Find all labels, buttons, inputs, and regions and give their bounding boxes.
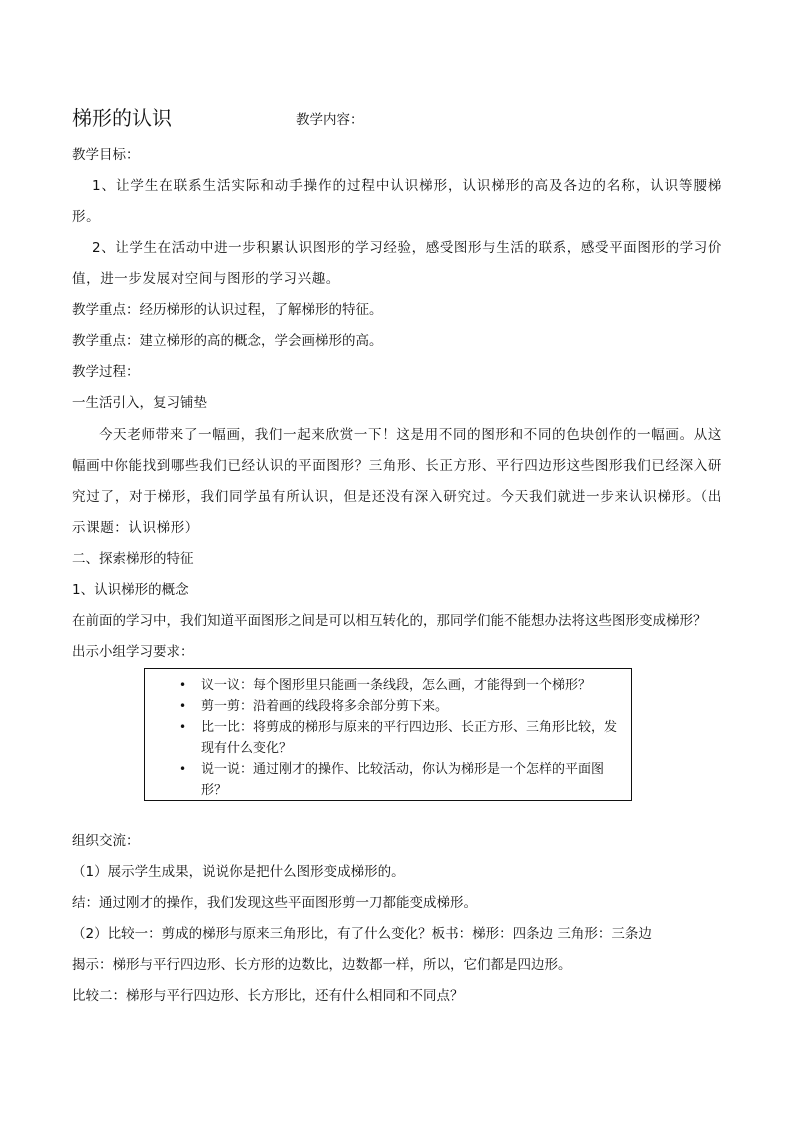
requirement-item — [145, 675, 631, 696]
objective-1: 1、让学生在联系生活实际和动手操作的过程中认识梯形，认识梯形的高及各边的名称，认识等腰梯形。 — [72, 178, 722, 225]
key-point-1: 教学重点：经历梯形的认识过程，了解梯形的特征。 — [72, 302, 383, 318]
objective-2: 2、让学生在活动中进一步积累认识图形的学习经验，感受图形与生活的联系，感受平面图形的学习价值，进一步发展对空间与图形的学习兴趣。 — [72, 240, 722, 287]
exchange-heading: 组织交流： — [72, 833, 140, 849]
requirement-text: 说一说：通过刚才的操作、比较活动，你认为梯形是一个怎样的平面图形？ — [201, 762, 605, 798]
group-requirements-label: 出示小组学习要求： — [72, 644, 194, 660]
comparison-2: 比较二：梯形与平行四边形、长方形比，还有什么相同和不同点？ — [72, 988, 464, 1004]
subsection-1-heading: 1、认识梯形的概念 — [72, 582, 189, 598]
reveal: 揭示：梯形与平行四边形、长方形的边数比，边数都一样，所以，它们都是四边形。 — [72, 957, 572, 973]
title-row — [72, 104, 732, 132]
bullet-icon: • — [179, 699, 187, 713]
section-1-heading: 一生活引入，复习铺垫 — [72, 395, 207, 411]
document-title: 梯形的认识 — [72, 106, 172, 130]
section-1-paragraph: 今天老师带来了一幅画，我们一起来欣赏一下！这是用不同的图形和不同的色块创作的一幅画。从这幅画中你能找到哪些我们已经认识的平面图形？三角形、长正方形、平行四边形这些图形我们已经深入研究过了，对于梯形，我们同学虽有所认识，但是还没有深入研究过。今天我们就进一步来认识梯形。（出示课题：认识梯形） — [72, 427, 722, 536]
requirement-text: 比一比：将剪成的梯形与原来的平行四边形、长正方形、三角形比较，发现有什么变化？ — [201, 720, 618, 756]
exchange-2: （2）比较一：剪成的梯形与原来三角形比，有了什么变化？板书：梯形：四条边 三角形：三条边 — [72, 926, 652, 942]
bullet-icon: • — [179, 678, 187, 692]
bullet-icon: • — [179, 720, 187, 734]
section-2-heading: 二、探索梯形的特征 — [72, 551, 194, 567]
requirements-box — [144, 668, 632, 801]
requirement-item — [145, 759, 631, 801]
key-point-2: 教学重点：建立梯形的高的概念，学会画梯形的高。 — [72, 333, 383, 349]
concept-paragraph: 在前面的学习中，我们知道平面图形之间是可以相互转化的，那同学们能不能想办法将这些图形变成梯形？ — [72, 613, 707, 629]
conclusion-1: 结：通过刚才的操作，我们发现这些平面图形剪一刀都能变成梯形。 — [72, 895, 477, 911]
bullet-icon: • — [179, 762, 187, 776]
requirement-item — [145, 717, 631, 759]
exchange-1: （1）展示学生成果，说说你是把什么图形变成梯形的。 — [72, 864, 405, 880]
process-heading: 教学过程： — [72, 364, 140, 380]
requirement-text: 议一议：每个图形里只能画一条线段，怎么画，才能得到一个梯形？ — [201, 678, 592, 693]
requirements-list — [145, 669, 631, 801]
requirement-text: 剪一剪：沿着画的线段将多余部分剪下来。 — [201, 699, 449, 714]
teaching-content-label: 教学内容： — [296, 112, 364, 128]
requirement-item — [145, 696, 631, 717]
objectives-heading: 教学目标： — [72, 147, 140, 163]
